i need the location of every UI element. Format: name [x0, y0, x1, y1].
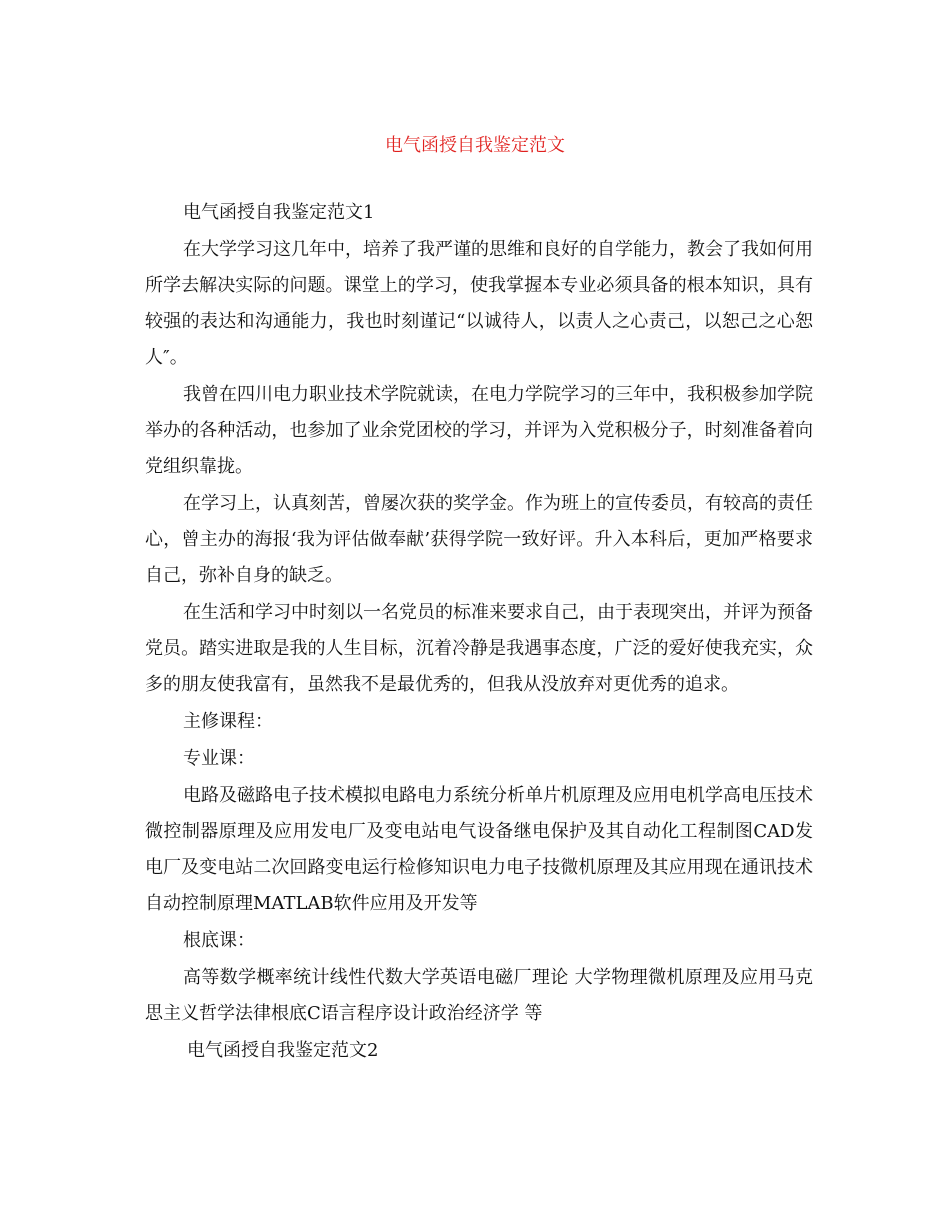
paragraph-study: 在大学学习这几年中，培养了我严谨的思维和良好的自学能力，教会了我如何用所学去解决实际的问题。课堂上的学习，使我掌握本专业必须具备的根本知识，具有较强的表达和沟通能力，我也时刻谨记“以诚待人，以责人之心责己，以恕己之心恕人″。: [145, 239, 813, 368]
paragraph-life: 在生活和学习中时刻以一名党员的标准来要求自己，由于表现突出，并评为预备党员。踏实进取是我的人生目标，沉着冷静是我遇事态度，广泛的爱好使我充实，众多的朋友使我富有，虽然我不是最优秀的，但我从没放弃对更优秀的追求。: [145, 602, 813, 695]
document-body: [145, 195, 813, 1070]
paragraph-college: 我曾在四川电力职业技术学院就读，在电力学院学习的三年中，我积极参加学院举办的各种活动，也参加了业余党团校的学习，并评为入党积极分子，时刻准备着向党组织靠拢。: [145, 384, 813, 477]
section-heading-1: 电气函授自我鉴定范文1: [183, 202, 375, 223]
paragraph-professional-course-list: 电路及磁路电子技术模拟电路电力系统分析单片机原理及应用电机学高电压技术微控制器原理及应用发电厂及变电站电气设备继电保护及其自动化工程制图CAD发电厂及变电站二次回路变电运行检修知识电力电子技微机原理及其应用现在通讯技术自动控制原理MATLAB软件应用及开发等: [145, 785, 813, 914]
paragraph-basic-course-list: 高等数学概率统计线性代数大学英语电磁厂理论 大学物理微机原理及应用马克思主义哲学法律根底C语言程序设计政治经济学 等: [145, 967, 813, 1024]
document-title: 电气函授自我鉴定范文: [385, 135, 565, 156]
label-professional-courses: 专业课：: [183, 748, 255, 769]
section-heading-2: 电气函授自我鉴定范文2: [187, 1040, 379, 1061]
label-main-courses: 主修课程：: [183, 711, 273, 732]
paragraph-learning: 在学习上，认真刻苦，曾屡次获的奖学金。作为班上的宣传委员，有较高的责任心，曾主办的海报‘我为评估做奉献’获得学院一致好评。升入本科后，更加严格要求自己，弥补自身的缺乏。: [145, 493, 813, 586]
label-basic-courses: 根底课：: [183, 930, 255, 951]
